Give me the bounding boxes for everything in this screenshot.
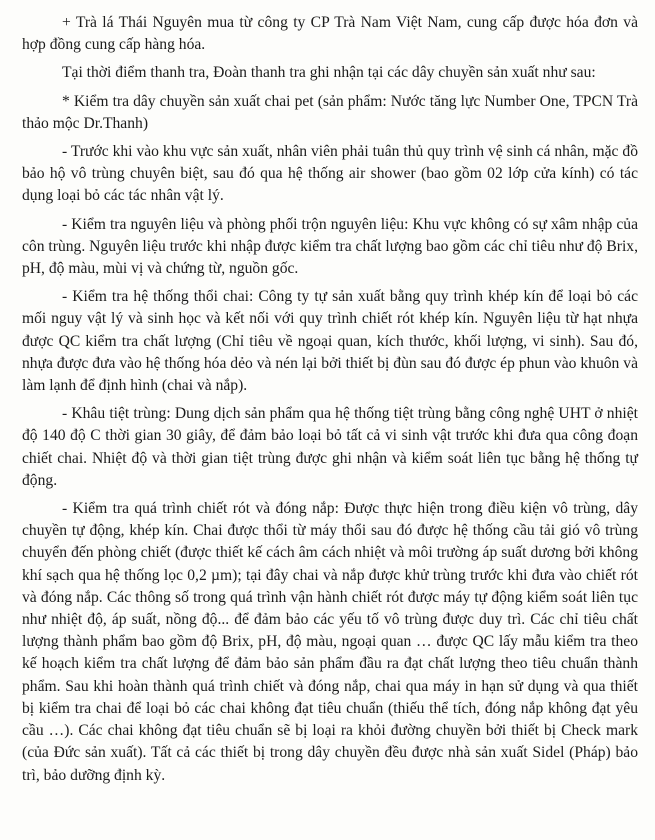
paragraph-bottle-blowing: - Kiểm tra hệ thống thổi chai: Công ty tự sản xuất bằng quy trình khép kín để loại bỏ các mối nguy vật lý và sinh học và kết nối với quy trình chiết rót khép kín. Nguyên liệu từ hạt nhựa được QC kiểm tra chất lượng (Chỉ tiêu về ngoại quan, kích thước, khối lượng, vi sinh). Sau đó, nhựa được đưa vào hệ thống hóa dẻo và nén lại bởi thiết bị đùn sau đó được ép phun vào khuôn và làm lạnh để định hình (chai và nắp). xyxy=(22,288,638,395)
paragraph-filling-capping: - Kiểm tra quá trình chiết rót và đóng nắp: Được thực hiện trong điều kiện vô trùng, dây chuyền tự động, khép kín. Chai được thổi từ máy thổi sau đó được hệ thống cầu tải gió vô trùng chuyển đến phòng chiết (được thiết kế cách âm cách nhiệt và môi trường áp suất dương bởi không khí sạch qua hệ thống lọc 0,2 µm); tại đây chai và nắp được khử trùng trước khi đưa vào chiết rót và đóng nắp. Các thông số trong quá trình vận hành chiết rót được máy tự động kiểm soát liên tục như nhiệt độ, áp suất, nồng độ... để đảm bảo các yếu tố vô trùng được duy trì. Các chỉ tiêu chất lượng thành phẩm bao gồm độ Brix, pH, độ màu, ngoại quan … được QC lấy mẫu kiểm tra theo kế hoạch kiểm tra chất lượng để đảm bảo sản phẩm đầu ra đạt chất lượng theo tiêu chuẩn thành phẩm. Sau khi hoàn thành quá trình chiết và đóng nắp, chai qua máy in hạn sử dụng và qua thiết bị kiểm tra chai để loại bỏ các chai không đạt tiêu chuẩn (thiếu thể tích, đóng nắp không đạt yêu cầu …). Các chai không đạt tiêu chuẩn sẽ bị loại ra khỏi đường chuyền bởi thiết bị Check mark (của Đức sản xuất). Tất cả các thiết bị trong dây chuyền đều được nhà sản xuất Sidel (Pháp) bảo trì, bảo dưỡng định kỳ. xyxy=(22,500,638,784)
paragraph-sterilization: - Khâu tiệt trùng: Dung dịch sản phẩm qua hệ thống tiệt trùng bằng công nghệ UHT ở nhiệt độ 140 độ C thời gian 30 giây, để đảm bảo loại bỏ tất cả vi sinh vật trước khi đưa qua công đoạn chiết chai. Nhiệt độ và thời gian tiệt trùng được ghi nhận và kiểm soát liên tục bằng hệ thống tự động. xyxy=(22,405,638,489)
paragraph-pet-line-heading: * Kiểm tra dây chuyền sản xuất chai pet (sản phẩm: Nước tăng lực Number One, TPCN Trà thảo mộc Dr.Thanh) xyxy=(22,92,638,132)
document-body xyxy=(22,12,638,793)
paragraph-inspection-intro: Tại thời điểm thanh tra, Đoàn thanh tra ghi nhận tại các dây chuyền sản xuất như sau: xyxy=(62,64,596,82)
paragraph-tea-source: + Trà lá Thái Nguyên mua từ công ty CP Trà Nam Việt Nam, cung cấp được hóa đơn và hợp đồng cung cấp hàng hóa. xyxy=(22,14,638,54)
paragraph-hygiene: - Trước khi vào khu vực sản xuất, nhân viên phải tuân thủ quy trình vệ sinh cá nhân, mặc đồ bảo hộ vô trùng chuyên biệt, sau đó qua hệ thống air shower (bao gồm 02 lớp cửa kính) có tác dụng loại bỏ các tác nhân vật lý. xyxy=(22,143,638,205)
paragraph-raw-materials: - Kiểm tra nguyên liệu và phòng phối trộn nguyên liệu: Khu vực không có sự xâm nhập của côn trùng. Nguyên liệu trước khi nhập được kiểm tra chất lượng bao gồm các chỉ tiêu như độ Brix, pH, độ màu, mùi vị và chứng từ, nguồn gốc. xyxy=(22,215,638,278)
